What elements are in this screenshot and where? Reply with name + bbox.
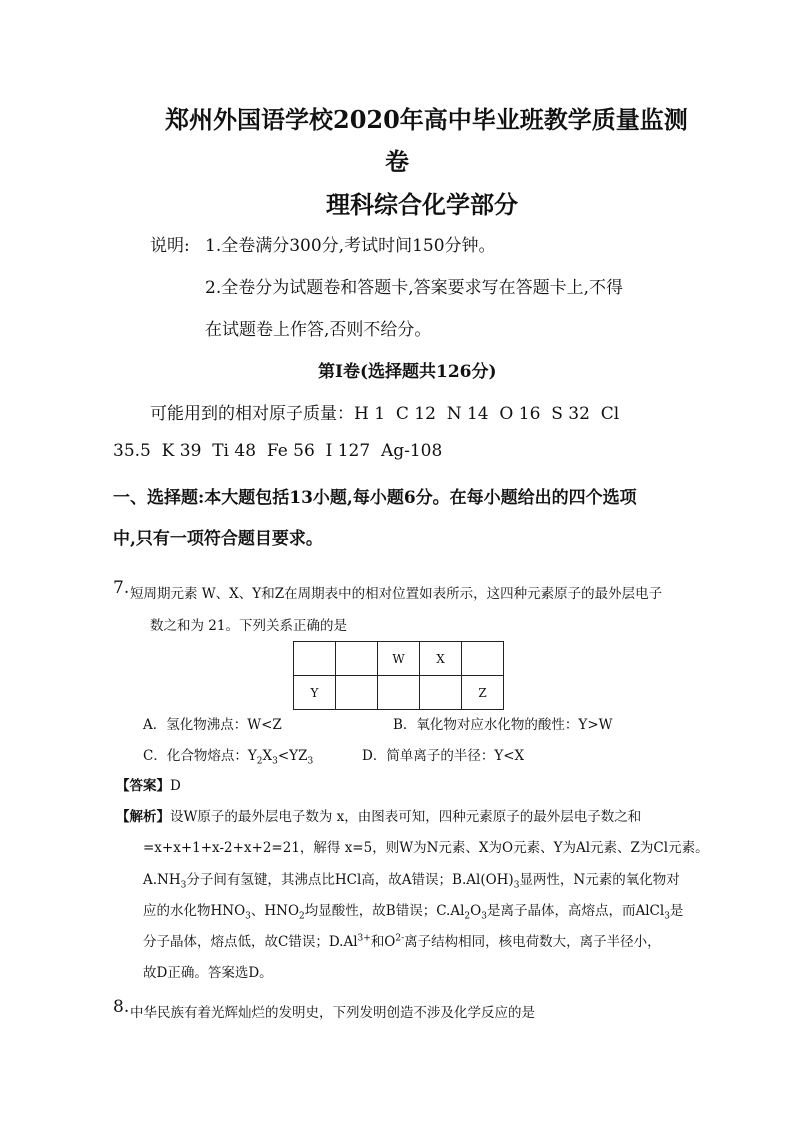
atomic-masses-line-2: 35.5 K 39 Ti 48 Fe 56 I 127 Ag-108 xyxy=(113,441,443,461)
table-cell: W xyxy=(378,642,420,676)
question-7-number: 7. xyxy=(113,578,130,598)
table-cell xyxy=(336,642,378,676)
question-8-stem: 中华民族有着光辉灿烂的发明史，下列发明创造不涉及化学反应的是 xyxy=(130,1005,535,1021)
notes-item-2-continued: 在试题卷上作答,否则不给分。 xyxy=(205,320,432,340)
analysis-line-3: $A.NH_3$分子间有氢键，其沸点比HCl高，故A错误；$B.Al(OH)_3$显两性，N元素的氧化物对 xyxy=(143,872,680,891)
periodic-table-fragment xyxy=(293,641,504,710)
answer: 【答案】D xyxy=(116,778,181,794)
table-cell: X xyxy=(420,642,462,676)
option-b: B．氧化物对应水化物的酸性：Y>W xyxy=(393,717,613,733)
analysis-line-6: 故D正确。答案选D。 xyxy=(143,965,273,981)
atomic-masses-line-1: 可能用到的相对原子质量：H 1 C 12 N 14 O 16 S 32 Cl xyxy=(150,404,620,424)
option-d: D．简单离子的半径：Y<X xyxy=(362,748,525,764)
table-cell: Z xyxy=(462,676,504,710)
table-cell xyxy=(294,642,336,676)
option-a: A．氢化物沸点：W<Z xyxy=(143,717,282,733)
analysis-line-2: =x+x+1+x-2+x+2=21，解得 x=5，则W为N元素、X为O元素、Y为Al元素、Z为Cl元素。 xyxy=(143,840,709,856)
notes-item-1: 1.全卷满分300分,考试时间150分钟。 xyxy=(205,236,496,256)
table-row xyxy=(294,676,504,710)
page-title: 郑州外国语学校2020年高中毕业班教学质量监测 xyxy=(165,105,688,134)
question-7-stem: 短周期元素 W、X、Y和Z在周期表中的相对位置如表所示，这四种元素原子的最外层电子 xyxy=(130,586,663,602)
option-c: C．化合物熔点：$Y_2X_3<YZ_3$ xyxy=(143,748,314,767)
table-cell: Y xyxy=(294,676,336,710)
notes-item-2: 2.全卷分为试题卷和答题卡,答案要求写在答题卡上,不得 xyxy=(205,278,624,298)
table-cell xyxy=(462,642,504,676)
notes-label: 说明: xyxy=(150,236,190,256)
question-7-stem-continued: 数之和为 21。下列关系正确的是 xyxy=(150,618,347,634)
page-title-continued: 卷 xyxy=(385,147,409,176)
table-cell xyxy=(420,676,462,710)
analysis-line-1: 【解析】设W原子的最外层电子数为 x，由图表可知，四种元素原子的最外层电子数之和 xyxy=(116,809,642,825)
table-cell xyxy=(378,676,420,710)
analysis-line-5: 分子晶体，熔点低，故C错误；$D.Al^{3+}$和$O^{2-}$离子结构相同，核电荷数大，离子半径小， xyxy=(143,933,661,950)
section-heading-continued: 中,只有一项符合题目要求。 xyxy=(113,529,323,549)
question-8-number: 8. xyxy=(113,997,130,1017)
page-subtitle: 理科综合化学部分 xyxy=(326,190,518,219)
analysis-line-4: 应的水化物$HNO_3$、$HNO_2$均显酸性，故B错误；$C.Al_2O_3$是离子晶体，高熔点，而AlCl$_3$是 xyxy=(143,903,684,922)
table-row xyxy=(294,642,504,676)
section-heading: 一、选择题:本大题包括13小题,每小题6分。在每小题给出的四个选项 xyxy=(113,488,637,508)
table-cell xyxy=(336,676,378,710)
part-heading: 第Ⅰ卷(选择题共126分) xyxy=(318,362,497,382)
